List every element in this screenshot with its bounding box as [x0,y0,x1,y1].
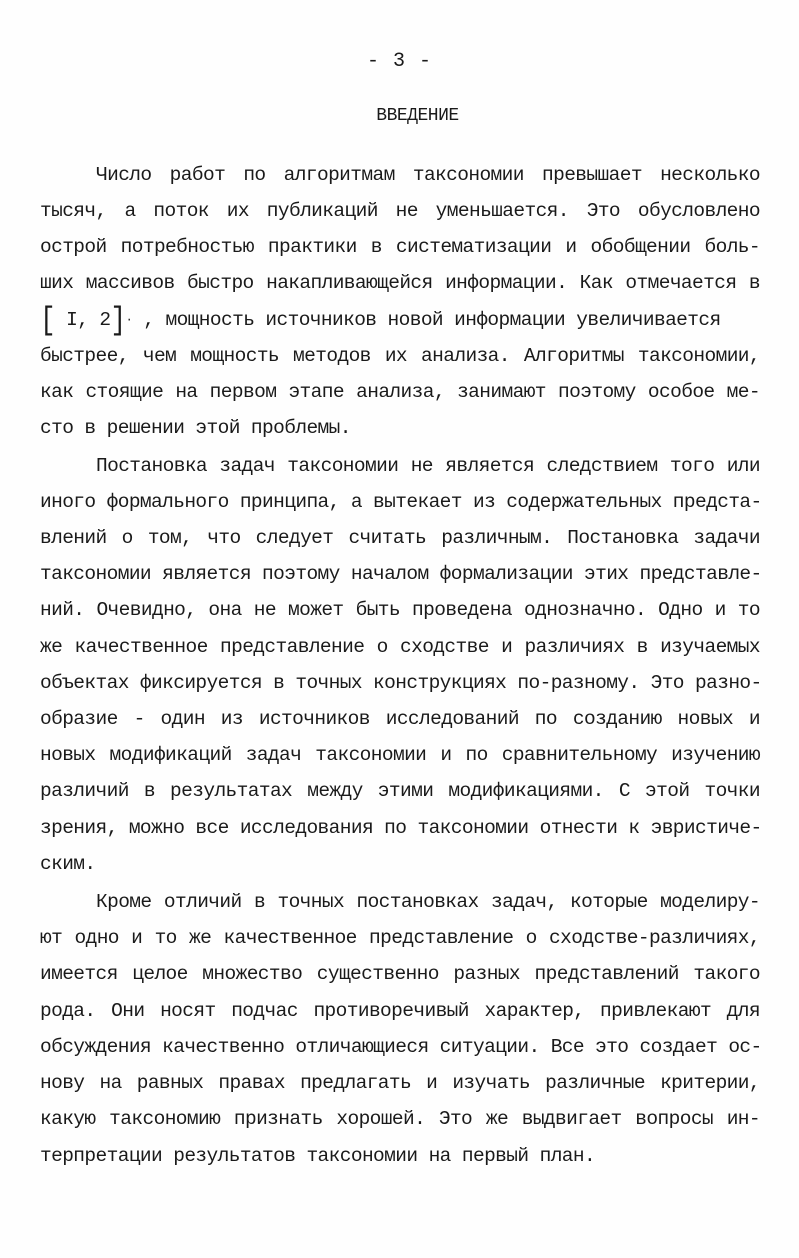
text-line: образие - один из источников исследований по созданию новых и [40,708,760,730]
text-line: иного формального принципа, а вытекает из содержательных предста- [40,491,762,513]
text-line: ским. [40,853,96,875]
text-line: же качественное представление о сходстве и различиях в изучаемых [40,636,760,658]
text-line: острой потребностью практики в систематизации и обобщении боль- [40,236,760,258]
citation-line-text: , мощность источников новой информации увеличивается [132,309,721,331]
text-line: ний. Очевидно, она не может быть проведена однозначно. Одно и то [40,599,760,621]
text-line: Постановка задач таксономии не является следствием того или [96,455,760,477]
text-line: как стоящие на первом этапе анализа, занимают поэтому особое ме- [40,381,760,403]
text-line: имеется целое множество существенно разных представлений такого [40,963,760,985]
text-line: сто в решении этой проблемы. [40,417,351,439]
text-line-with-citation: [ I, 2]· , мощность источников новой информации увеличивается [40,302,760,338]
text-line: ших массивов быстро накапливающейся информации. Как отмечается в [40,272,760,294]
text-line: влений о том, что следует считать различным. Постановка задачи [40,527,760,549]
text-line: какую таксономию признать хорошей. Это же выдвигает вопросы ин- [40,1108,760,1130]
text-line: Кроме отличий в точных постановках задач, которые моделиру- [96,891,760,913]
page-number: - 3 - [366,50,432,73]
text-line: терпретации результатов таксономии на первый план. [40,1145,596,1167]
text-line: Число работ по алгоритмам таксономии превышает несколько [96,164,760,186]
text-line: обсуждения качественно отличающиеся ситуации. Все это создает ос- [40,1036,762,1058]
text-line: зрения, можно все исследования по таксономии отнести к эвристиче- [40,817,762,839]
section-heading: ВВЕДЕНИЕ [376,106,459,126]
citation-bracket-open: [ [40,301,56,339]
citation-reference: I, 2 [66,309,111,331]
text-line: объектах фиксируется в точных конструкциях по-разному. Это разно- [40,672,762,694]
text-line: быстрее, чем мощность методов их анализа. Алгоритмы таксономии, [40,345,760,367]
text-line: рода. Они носят подчас противоречивый характер, привлекают для [40,1000,760,1022]
text-line: таксономии является поэтому началом формализации этих представле- [40,563,762,585]
citation-bracket-close: ] [110,301,126,339]
text-line: новых модификаций задач таксономии и по сравнительному изучению [40,744,760,766]
text-line: тысяч, а поток их публикаций не уменьшается. Это обусловлено [40,200,760,222]
text-line: ют одно и то же качественное представление о сходстве-различиях, [40,927,760,949]
text-line: различий в результатах между этими модификациями. С этой точки [40,780,760,802]
text-line: нову на равных правах предлагать и изучать различные критерии, [40,1072,760,1094]
